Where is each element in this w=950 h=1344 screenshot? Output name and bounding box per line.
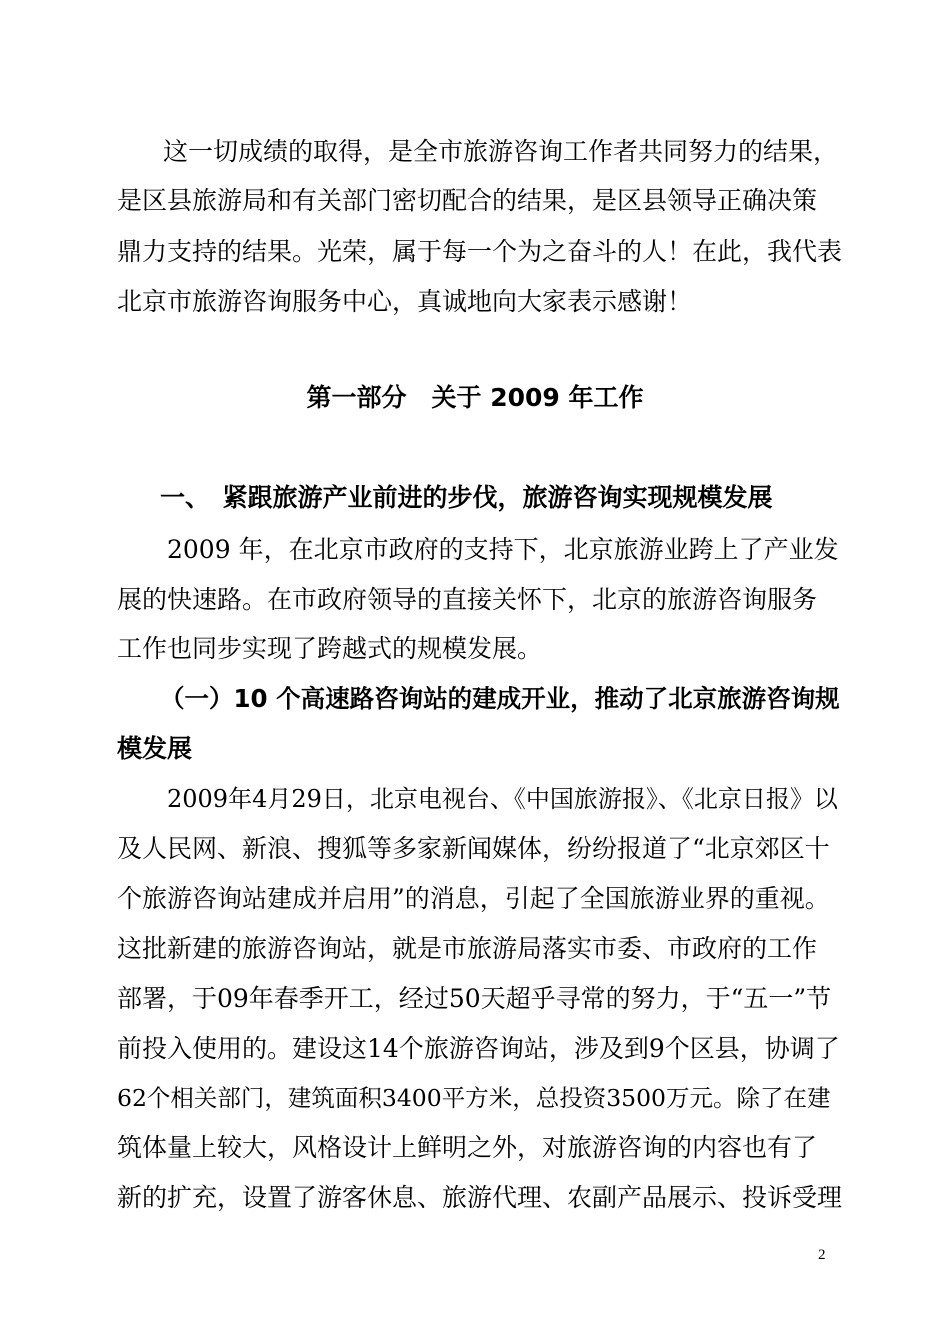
paragraph-line: 2009年4月29日，北京电视台、《中国旅游报》、《北京日报》以 (167, 785, 838, 813)
paragraph-line: 及人民网、新浪、搜狐等多家新闻媒体，纷纷报道了“北京郊区十 (117, 834, 830, 863)
paragraph-line: 北京市旅游咨询服务中心，真诚地向大家表示感谢！ (117, 287, 693, 316)
paragraph-line: 62个相关部门，建筑面积3400平方米，总投资3500万元。除了在建 (117, 1084, 831, 1112)
part-heading: 第一部分 关于 2009 年工作 (306, 383, 644, 412)
paragraph-line: 这一切成绩的取得，是全市旅游咨询工作者共同努力的结果， (163, 137, 839, 166)
paragraph-line: 工作也同步实现了跨越式的规模发展。 (117, 634, 543, 663)
paragraph-line: 展的快速路。在市政府领导的直接关怀下，北京的旅游咨询服务 (117, 585, 818, 614)
subsection-heading: 模发展 (117, 734, 193, 763)
paragraph-line: 这批新建的旅游咨询站，就是市旅游局落实市委、市政府的工作 (117, 934, 818, 963)
paragraph-line: 是区县旅游局和有关部门密切配合的结果，是区县领导正确决策 (117, 186, 818, 215)
page-number: 2 (818, 1247, 826, 1263)
paragraph-line: 鼎力支持的结果。光荣，属于每一个为之奋斗的人！在此，我代表 (117, 237, 843, 266)
paragraph-line: 筑体量上较大，风格设计上鲜明之外，对旅游咨询的内容也有了 (117, 1133, 818, 1162)
paragraph-line: 部署，于09年春季开工，经过50天超乎寻常的努力，于“五一”节 (117, 984, 832, 1013)
paragraph-line: 个旅游咨询站建成并启用”的消息，引起了全国旅游业界的重视。 (117, 884, 830, 913)
paragraph-line: 前投入使用的。建设这14个旅游咨询站，涉及到9个区县，协调了 (117, 1034, 840, 1063)
paragraph-line: 2009 年，在北京市政府的支持下，北京旅游业跨上了产业发 (167, 535, 839, 564)
section-heading: 一、 紧跟旅游产业前进的步伐，旅游咨询实现规模发展 (160, 483, 773, 512)
subsection-heading: （一）10 个高速路咨询站的建成开业，推动了北京旅游咨询规 (160, 684, 840, 713)
paragraph-line: 新的扩充，设置了游客休息、旅游代理、农副产品展示、投诉受理 (117, 1183, 843, 1212)
